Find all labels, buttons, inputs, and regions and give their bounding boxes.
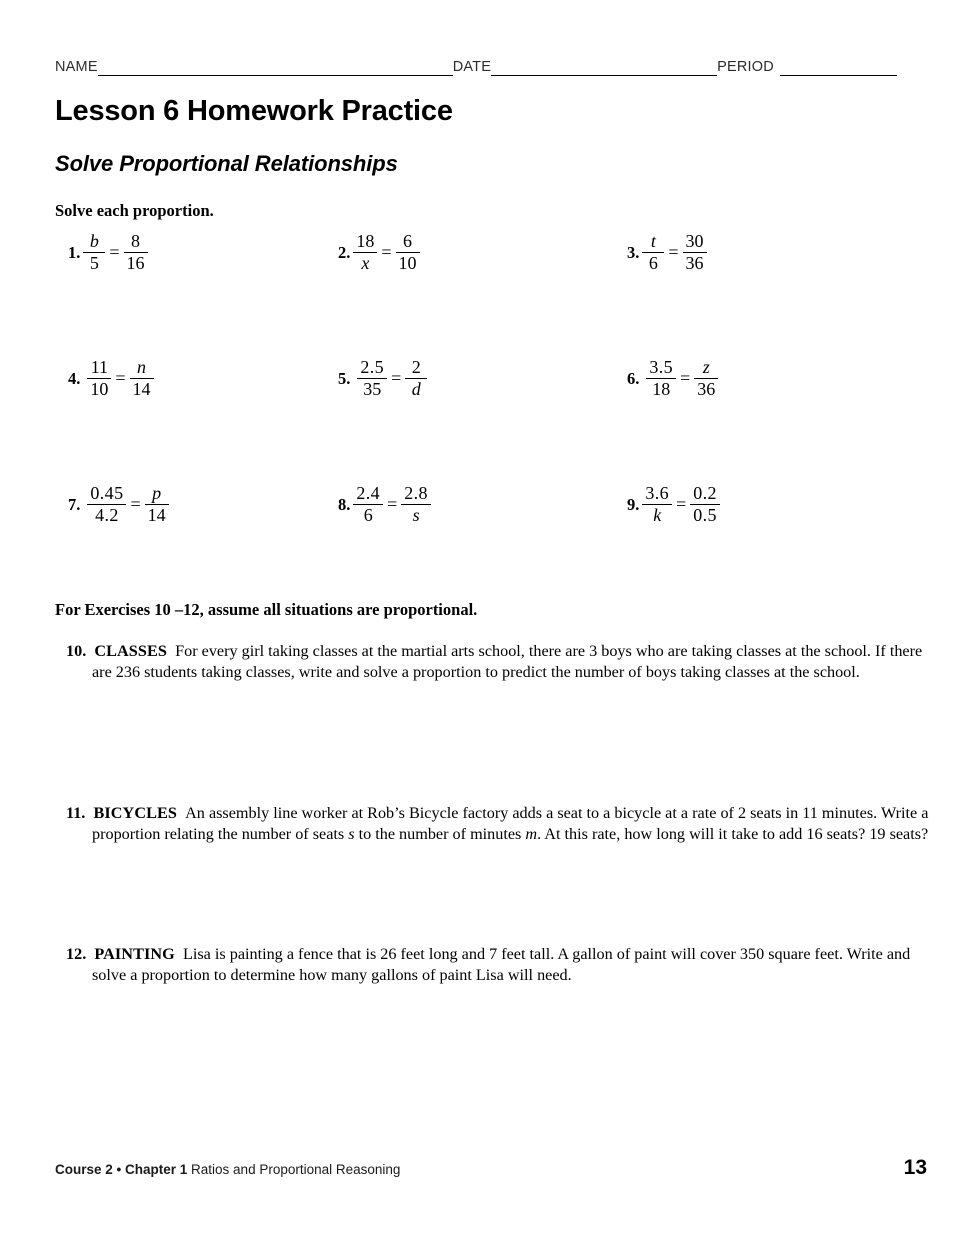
problem-1-right-fraction <box>123 232 149 274</box>
problem-7-right-denominator: 14 <box>147 505 166 526</box>
problem-2-right-fraction <box>395 232 421 274</box>
equals-sign: = <box>381 242 392 263</box>
problem-row-3 <box>0 484 979 610</box>
word-problem-12 <box>66 944 940 986</box>
problem-8 <box>338 484 432 526</box>
student-info-line <box>55 56 927 76</box>
problem-4-right-fraction <box>129 358 155 400</box>
problem-8-right-fraction <box>400 484 432 526</box>
word-problem-11-variable-s: s <box>348 824 355 843</box>
proportion-problem-grid <box>0 232 979 610</box>
page-subtitle: Solve Proportional Relationships <box>55 151 398 176</box>
problem-7 <box>68 484 170 526</box>
problem-3 <box>627 232 708 274</box>
equals-sign: = <box>130 494 141 515</box>
problem-6-right-numerator: z <box>702 357 710 377</box>
date-blank-line[interactable] <box>491 62 717 76</box>
word-problem-11-number: 11. <box>66 804 86 822</box>
problem-1-right-numerator: 8 <box>131 231 141 251</box>
word-problem-10-number: 10. <box>66 642 87 660</box>
page-footer <box>55 1156 927 1180</box>
word-problem-11 <box>66 803 940 845</box>
problem-1-left-denominator: 5 <box>89 253 99 274</box>
problem-9-right-numerator: 0.2 <box>693 483 717 503</box>
problem-4-left-numerator: 11 <box>90 357 109 377</box>
problem-7-number: 7. <box>68 494 81 514</box>
problem-5-right-fraction <box>404 358 428 400</box>
problem-8-right-denominator: s <box>412 505 420 526</box>
problem-2-number: 2. <box>338 242 351 262</box>
equals-sign: = <box>115 368 126 389</box>
problem-1 <box>68 232 149 274</box>
problem-row-1 <box>0 232 979 358</box>
problem-3-number: 3. <box>627 242 640 262</box>
problem-9 <box>627 484 721 526</box>
equals-sign: = <box>109 242 120 263</box>
problem-5-right-denominator: d <box>411 379 421 400</box>
problem-1-left-numerator: b <box>89 231 99 251</box>
equals-sign: = <box>387 494 398 515</box>
name-label: NAME <box>55 59 98 75</box>
problem-3-left-fraction <box>641 232 665 274</box>
word-problem-11-variable-m: m <box>525 824 538 843</box>
problem-6-left-denominator: 18 <box>652 379 671 400</box>
name-blank-line[interactable] <box>98 62 453 76</box>
word-problem-11-text-part1: An assembly line worker at Rob’s Bicycle factory adds a seat to a bicycle at a rate of 2 seats in 11 minutes. Write a proportion relating the number of seats <box>92 804 929 843</box>
problem-3-left-numerator: t <box>650 231 656 251</box>
problem-8-right-numerator: 2.8 <box>404 483 428 503</box>
word-problem-11-category: BICYCLES <box>93 804 178 822</box>
equals-sign: = <box>391 368 402 389</box>
problem-3-right-fraction <box>682 232 708 274</box>
problem-4-left-fraction <box>86 358 112 400</box>
problem-6-number: 6. <box>627 368 640 388</box>
equals-sign: = <box>676 494 687 515</box>
problem-9-right-fraction <box>689 484 721 526</box>
problem-1-number: 1. <box>68 242 81 262</box>
problem-3-right-denominator: 36 <box>685 253 704 274</box>
problem-5-left-denominator: 35 <box>363 379 382 400</box>
equals-sign: = <box>668 242 679 263</box>
word-problem-11-text-part2: to the number of minutes <box>354 824 526 843</box>
problem-2-left-fraction <box>352 232 378 274</box>
problem-1-left-fraction <box>82 232 106 274</box>
problem-3-left-denominator: 6 <box>648 253 658 274</box>
problem-6-left-numerator: 3.5 <box>649 357 674 377</box>
problem-2-right-denominator: 10 <box>398 253 417 274</box>
problem-6-left-fraction <box>645 358 677 400</box>
word-problem-12-number: 12. <box>66 945 87 963</box>
problem-5-left-numerator: 2.5 <box>360 357 385 377</box>
problem-8-left-numerator: 2.4 <box>356 483 381 503</box>
word-problem-12-text: Lisa is painting a fence that is 26 feet long and 7 feet tall. A gallon of paint will cover 350 square feet. Write and solve a proportion to determine how many gallons of paint Lisa will need. <box>92 945 911 984</box>
page-title: Lesson 6 Homework Practice <box>55 95 453 127</box>
page-number: 13 <box>903 1156 927 1179</box>
word-problem-10 <box>66 641 940 683</box>
problem-4 <box>68 358 155 400</box>
problem-3-right-numerator: 30 <box>685 231 704 251</box>
problem-7-left-fraction <box>86 484 127 526</box>
problem-5-number: 5. <box>338 368 351 388</box>
problem-row-2 <box>0 358 979 484</box>
problem-2-left-denominator: x <box>361 253 370 274</box>
problem-9-number: 9. <box>627 494 640 514</box>
problem-7-right-numerator: p <box>152 483 162 503</box>
problem-8-left-fraction <box>352 484 384 526</box>
problem-9-right-denominator: 0.5 <box>693 505 717 526</box>
problem-8-number: 8. <box>338 494 351 514</box>
problem-7-left-denominator: 4.2 <box>95 505 119 526</box>
footer-left <box>55 1162 400 1177</box>
problem-5-left-fraction <box>356 358 388 400</box>
problem-7-left-numerator: 0.45 <box>90 483 124 503</box>
equals-sign: = <box>680 368 691 389</box>
problem-5 <box>338 358 428 400</box>
problem-4-left-denominator: 10 <box>90 379 109 400</box>
problem-5-right-numerator: 2 <box>411 357 421 377</box>
word-problem-10-text: For every girl taking classes at the martial arts school, there are 3 boys who are taking classes at the school. If there are 236 students taking classes, write and solve a proportion to predict the number of boys taking classes at the school. <box>92 642 923 681</box>
word-problem-10-category: CLASSES <box>94 642 168 660</box>
directions-text: Solve each proportion. <box>55 201 214 220</box>
period-label: PERIOD <box>717 59 774 75</box>
date-label: DATE <box>452 59 492 75</box>
exercises-heading: For Exercises 10 –12, assume all situations are proportional. <box>55 600 478 619</box>
problem-1-right-denominator: 16 <box>126 253 145 274</box>
problem-6-right-denominator: 36 <box>697 379 716 400</box>
footer-course: Course 2 • Chapter 1 <box>55 1162 188 1177</box>
problem-2-right-numerator: 6 <box>403 231 413 251</box>
problem-4-right-numerator: n <box>137 357 147 377</box>
problem-8-left-denominator: 6 <box>363 505 373 526</box>
period-blank-line[interactable] <box>780 62 897 76</box>
problem-9-left-numerator: 3.6 <box>645 483 670 503</box>
problem-6 <box>627 358 719 400</box>
problem-2 <box>338 232 421 274</box>
problem-4-number: 4. <box>68 368 81 388</box>
problem-6-right-fraction <box>693 358 719 400</box>
problem-9-left-denominator: k <box>653 505 662 526</box>
problem-4-right-denominator: 14 <box>132 379 151 400</box>
problem-7-right-fraction <box>144 484 170 526</box>
problem-9-left-fraction <box>641 484 673 526</box>
word-problem-12-category: PAINTING <box>94 945 175 963</box>
word-problem-11-text-part3: . At this rate, how long will it take to add 16 seats? 19 seats? <box>537 824 929 843</box>
footer-chapter-title: Ratios and Proportional Reasoning <box>191 1162 401 1177</box>
problem-2-left-numerator: 18 <box>356 231 375 251</box>
